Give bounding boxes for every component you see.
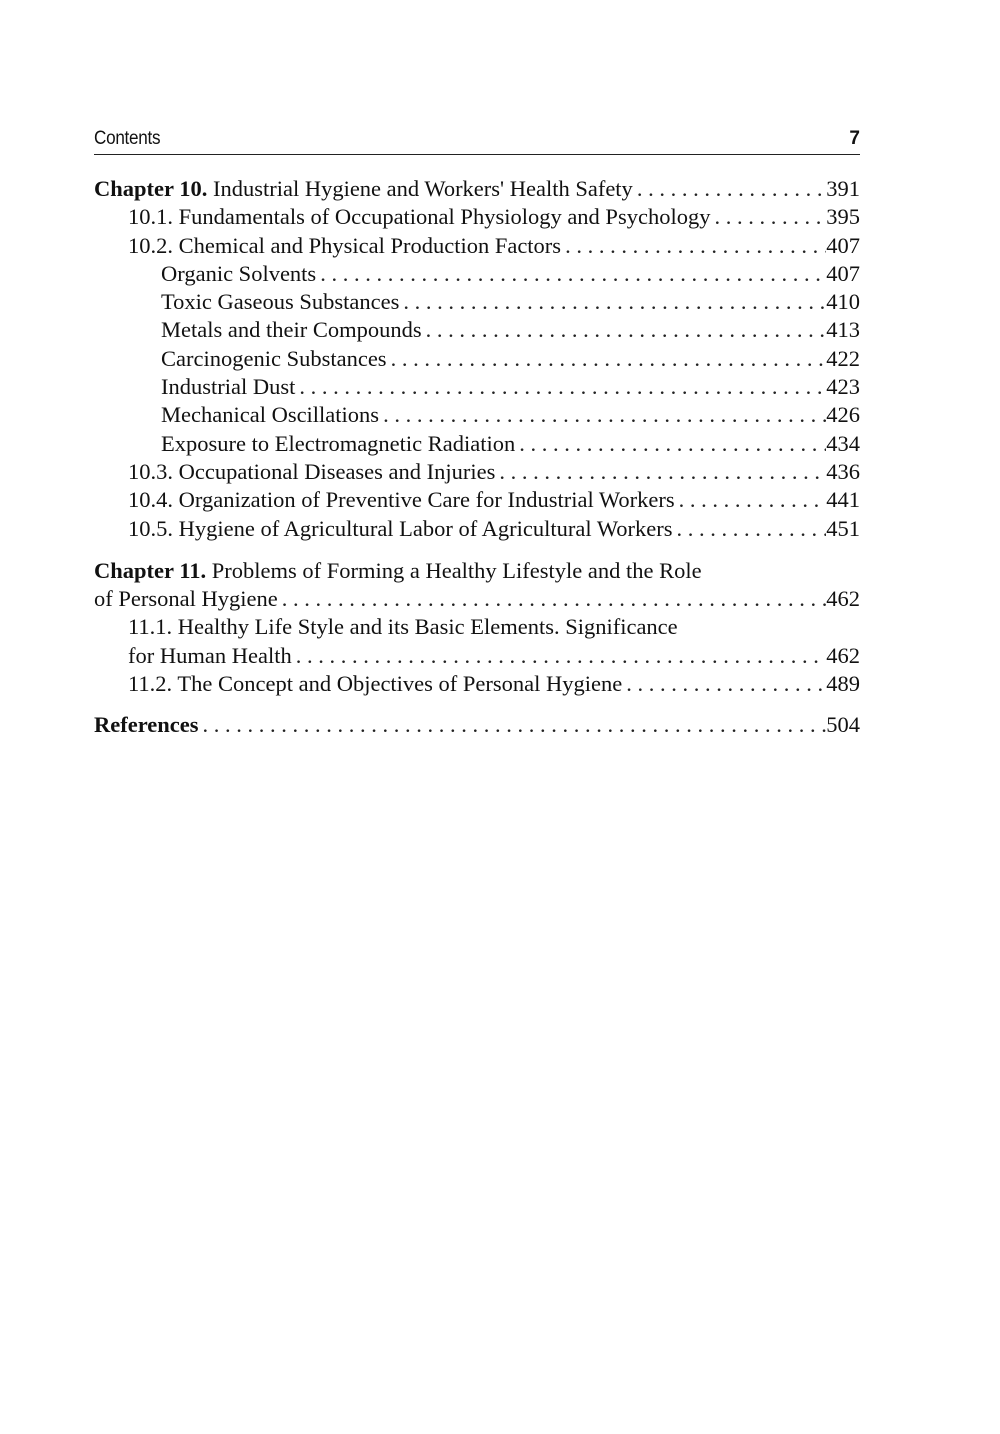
dot-leader (422, 316, 827, 344)
dot-leader (316, 260, 826, 288)
toc-entry-chapter-11-line2[interactable] (94, 585, 860, 613)
toc-entry-11-1-line2[interactable] (94, 642, 860, 670)
dot-leader (622, 670, 826, 698)
chapter-label: Chapter 11. (94, 557, 207, 583)
toc-entry-10-1[interactable] (94, 203, 860, 231)
running-head (94, 128, 860, 155)
section-gap (94, 698, 860, 711)
toc-entry-10-3[interactable] (94, 458, 860, 486)
toc-entry-industrial-dust[interactable] (94, 373, 860, 401)
entry-title: 10.5. Hygiene of Agricultural Labor of Agricultural Workers (128, 515, 673, 541)
entry-title: 11.1. Healthy Life Style and its Basic Elements. Significance (128, 614, 678, 640)
dot-leader (292, 642, 827, 670)
toc-entry-10-5[interactable] (94, 515, 860, 543)
dot-leader (295, 373, 826, 401)
page-ref: 489 (826, 671, 860, 697)
entry-title: 10.4. Organization of Preventive Care for Industrial Workers (128, 487, 675, 513)
page-number: 7 (849, 128, 860, 149)
toc-entry-metals[interactable] (94, 316, 860, 344)
references-label: References (94, 712, 199, 738)
page-ref: 423 (826, 374, 860, 400)
table-of-contents (94, 175, 860, 740)
entry-title-cont: for Human Health (128, 642, 292, 668)
page-ref: 395 (826, 204, 860, 230)
page-ref: 413 (826, 317, 860, 343)
toc-entry-toxic-gaseous-substances[interactable] (94, 288, 860, 316)
page-ref: 436 (826, 458, 860, 484)
page-ref: 407 (826, 232, 860, 258)
dot-leader (673, 515, 827, 543)
entry-title: Exposure to Electromagnetic Radiation (161, 430, 516, 456)
entry-title: 10.3. Occupational Diseases and Injuries (128, 458, 496, 484)
page-ref: 426 (826, 402, 860, 428)
page-ref: 434 (826, 430, 860, 456)
dot-leader (561, 232, 826, 260)
entry-title: 11.2. The Concept and Objectives of Personal Hygiene (128, 671, 623, 697)
page-ref: 422 (826, 345, 860, 371)
dot-leader (379, 401, 826, 429)
chapter-title-cont: of Personal Hygiene (94, 586, 278, 612)
page-ref: 407 (826, 260, 860, 286)
page-ref: 451 (826, 515, 860, 541)
toc-entry-carcinogenic-substances[interactable] (94, 345, 860, 373)
chapter-title: Problems of Forming a Healthy Lifestyle and the Role (211, 557, 702, 583)
entry-title: 10.1. Fundamentals of Occupational Physiology and Psychology (128, 204, 711, 230)
entry-title: Mechanical Oscillations (161, 402, 380, 428)
dot-leader (710, 203, 826, 231)
page-ref: 441 (826, 487, 860, 513)
page-ref: 462 (826, 642, 860, 668)
toc-entry-electromagnetic-radiation[interactable] (94, 430, 860, 458)
toc-page (94, 128, 860, 740)
dot-leader (278, 585, 827, 613)
toc-entry-chapter-11-line1[interactable] (94, 557, 860, 585)
toc-entry-references[interactable] (94, 711, 860, 739)
page-ref: 462 (826, 586, 860, 612)
toc-entry-chapter-10[interactable] (94, 175, 860, 203)
dot-leader (399, 288, 826, 316)
entry-title: Carcinogenic Substances (161, 345, 387, 371)
entry-title: Organic Solvents (161, 260, 317, 286)
entry-title: Toxic Gaseous Substances (161, 289, 400, 315)
dot-leader (199, 711, 827, 739)
entry-title: Industrial Dust (161, 374, 296, 400)
section-gap (94, 543, 860, 557)
entry-title: 10.2. Chemical and Physical Production Factors (128, 232, 562, 258)
page-ref: 410 (826, 289, 860, 315)
toc-entry-11-2[interactable] (94, 670, 860, 698)
running-head-title: Contents (94, 128, 161, 149)
page-ref: 391 (826, 176, 860, 201)
dot-leader (675, 486, 827, 514)
toc-entry-11-1-line1[interactable] (94, 613, 860, 641)
entry-title: Metals and their Compounds (161, 317, 422, 343)
dot-leader (387, 345, 827, 373)
dot-leader (495, 458, 826, 486)
toc-entry-mechanical-oscillations[interactable] (94, 401, 860, 429)
chapter-title: Industrial Hygiene and Workers' Health Safety (212, 176, 633, 201)
toc-entry-10-2[interactable] (94, 232, 860, 260)
toc-entry-organic-solvents[interactable] (94, 260, 860, 288)
chapter-label: Chapter 10. (94, 176, 208, 201)
dot-leader (515, 430, 826, 458)
dot-leader (633, 175, 826, 203)
toc-entry-10-4[interactable] (94, 486, 860, 514)
page-ref: 504 (826, 712, 860, 738)
